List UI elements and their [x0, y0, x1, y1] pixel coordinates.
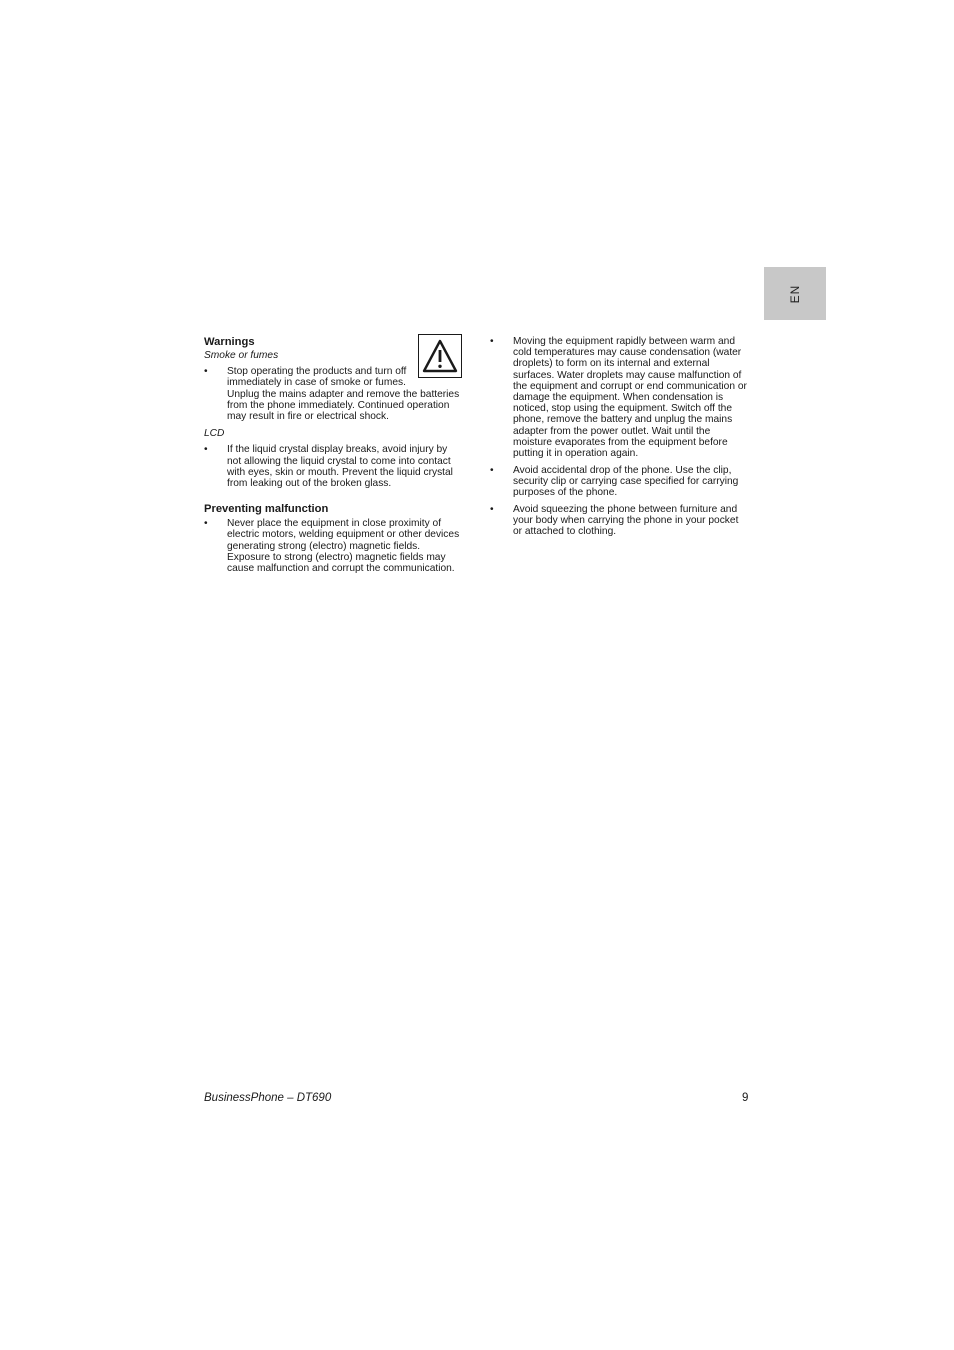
- malfunction-bullet-text: Never place the equipment in close proximity of electric motors, welding equipment or other devices generating strong (electro) magnetic fields. Exposure to strong (electro) magnetic fields may cause malfunction and corrupt the communication.: [227, 518, 460, 575]
- left-column: [204, 336, 462, 579]
- warnings-heading: Warnings: [204, 336, 255, 348]
- page-number: 9: [742, 1092, 749, 1104]
- language-tab-label: EN: [788, 284, 802, 303]
- list-item: [490, 465, 748, 499]
- language-tab: [764, 267, 826, 320]
- smoke-subheading: Smoke or fumes: [204, 350, 279, 361]
- bullet-icon: •: [490, 336, 494, 347]
- preventing-malfunction-heading: Preventing malfunction: [204, 503, 329, 516]
- list-item: [490, 336, 748, 459]
- lcd-bullet-text: If the liquid crystal display breaks, avoid injury by not allowing the liquid crystal to come into contact with eyes, skin or mouth. Prevent the liquid crystal from leaking out of the broken glass.: [227, 444, 453, 490]
- drop-bullet-text: Avoid accidental drop of the phone. Use the clip, security clip or carrying case specified for carrying purposes of the phone.: [513, 464, 739, 499]
- bullet-icon: •: [490, 503, 494, 515]
- bullet-icon: •: [204, 444, 208, 456]
- squeeze-bullet-text: Avoid squeezing the phone between furniture and your body when carrying the phone in your pocket or attached to clothing.: [513, 503, 739, 538]
- bullet-icon: •: [204, 366, 208, 378]
- list-item: [490, 504, 748, 538]
- list-item: [204, 366, 462, 422]
- lcd-subheading: LCD: [204, 428, 225, 440]
- bullet-icon: •: [490, 464, 494, 476]
- bullet-icon: •: [204, 518, 208, 530]
- footer-title: BusinessPhone – DT690: [204, 1092, 332, 1104]
- right-column: [490, 336, 748, 543]
- list-item: [204, 444, 462, 489]
- list-item: [204, 518, 462, 574]
- condensation-bullet-text: Moving the equipment rapidly between warm and cold temperatures may cause condensation (water droplets) to form on its internal and external surfaces. Water droplets may cause malfunction of the equipment and corrupt or end communication or damage the equipment. When condensation is noticed, stop using the equipment. Switch off the phone, remove the battery and unplug the mains adapter from the power outlet. Wait until the moisture evaporates from the equipment before putting it in operation again.: [513, 336, 747, 460]
- smoke-bullet-text: Stop operating the products and turn off immediately in case of smoke or fumes. Unplug the mains adapter and remove the batteries from the phone immediately. Continued operation may result in fire or electrical shock.: [227, 366, 460, 423]
